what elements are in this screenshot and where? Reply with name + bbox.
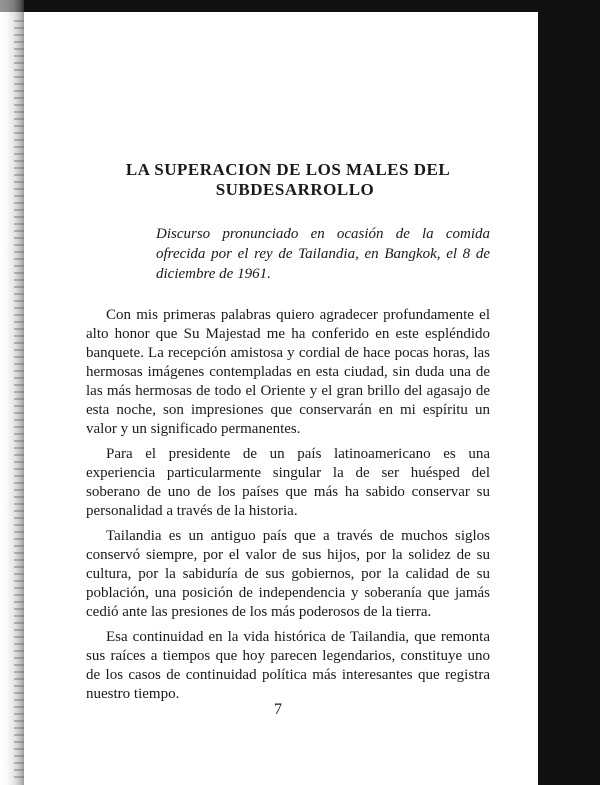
chapter-title bbox=[86, 160, 490, 200]
page-number: 7 bbox=[274, 701, 282, 718]
scan-left-binding-marks bbox=[14, 20, 24, 780]
body-paragraph-2: Para el presidente de un país latinoamericano es una experiencia particularmente singular la de ser huésped del soberano de uno de los países que más ha sabido conservar su personalidad a través de la historia. bbox=[86, 446, 490, 519]
scan-right-border bbox=[538, 0, 600, 785]
document-page bbox=[86, 160, 490, 704]
body-paragraph-4: Esa continuidad en la vida histórica de Tailandia, que remonta sus raíces a tiempos que hoy parecen legendarios, constituye uno de los casos de continuidad política más interesantes que registra nuestro tiempo. bbox=[86, 629, 490, 702]
scan-top-border bbox=[0, 0, 600, 12]
body-paragraph-3: Tailandia es un antiguo país que a través de muchos siglos conservó siempre, por el valor de sus hijos, por la solidez de su cultura, por la sabiduría de sus gobiernos, por la calidad de su población, una posición de independencia y soberanía que jamás cedió ante las presiones de los más poderosos de la tierra. bbox=[86, 528, 490, 620]
chapter-title-line-1: LA SUPERACION DE LOS MALES DEL bbox=[125, 160, 451, 179]
chapter-title-line-2: SUBDESARROLLO bbox=[215, 180, 375, 199]
speech-occasion-subtitle: Discurso pronunciado en ocasión de la comida ofrecida por el rey de Tailandia, en Bangkok, el 8 de diciembre de 1961. bbox=[156, 226, 490, 282]
body-paragraph-1: Con mis primeras palabras quiero agradecer profundamente el alto honor que Su Majestad me ha conferido en este espléndido banquete. La recepción amistosa y cordial de hace pocas horas, las hermosas imágenes contempladas en esta ciudad, sin duda una de las más hermosas de todo el Oriente y el gran brillo del agasajo de esta noche, son impresiones que conservarán en mi espíritu un valor y un significado permanentes. bbox=[86, 307, 490, 437]
